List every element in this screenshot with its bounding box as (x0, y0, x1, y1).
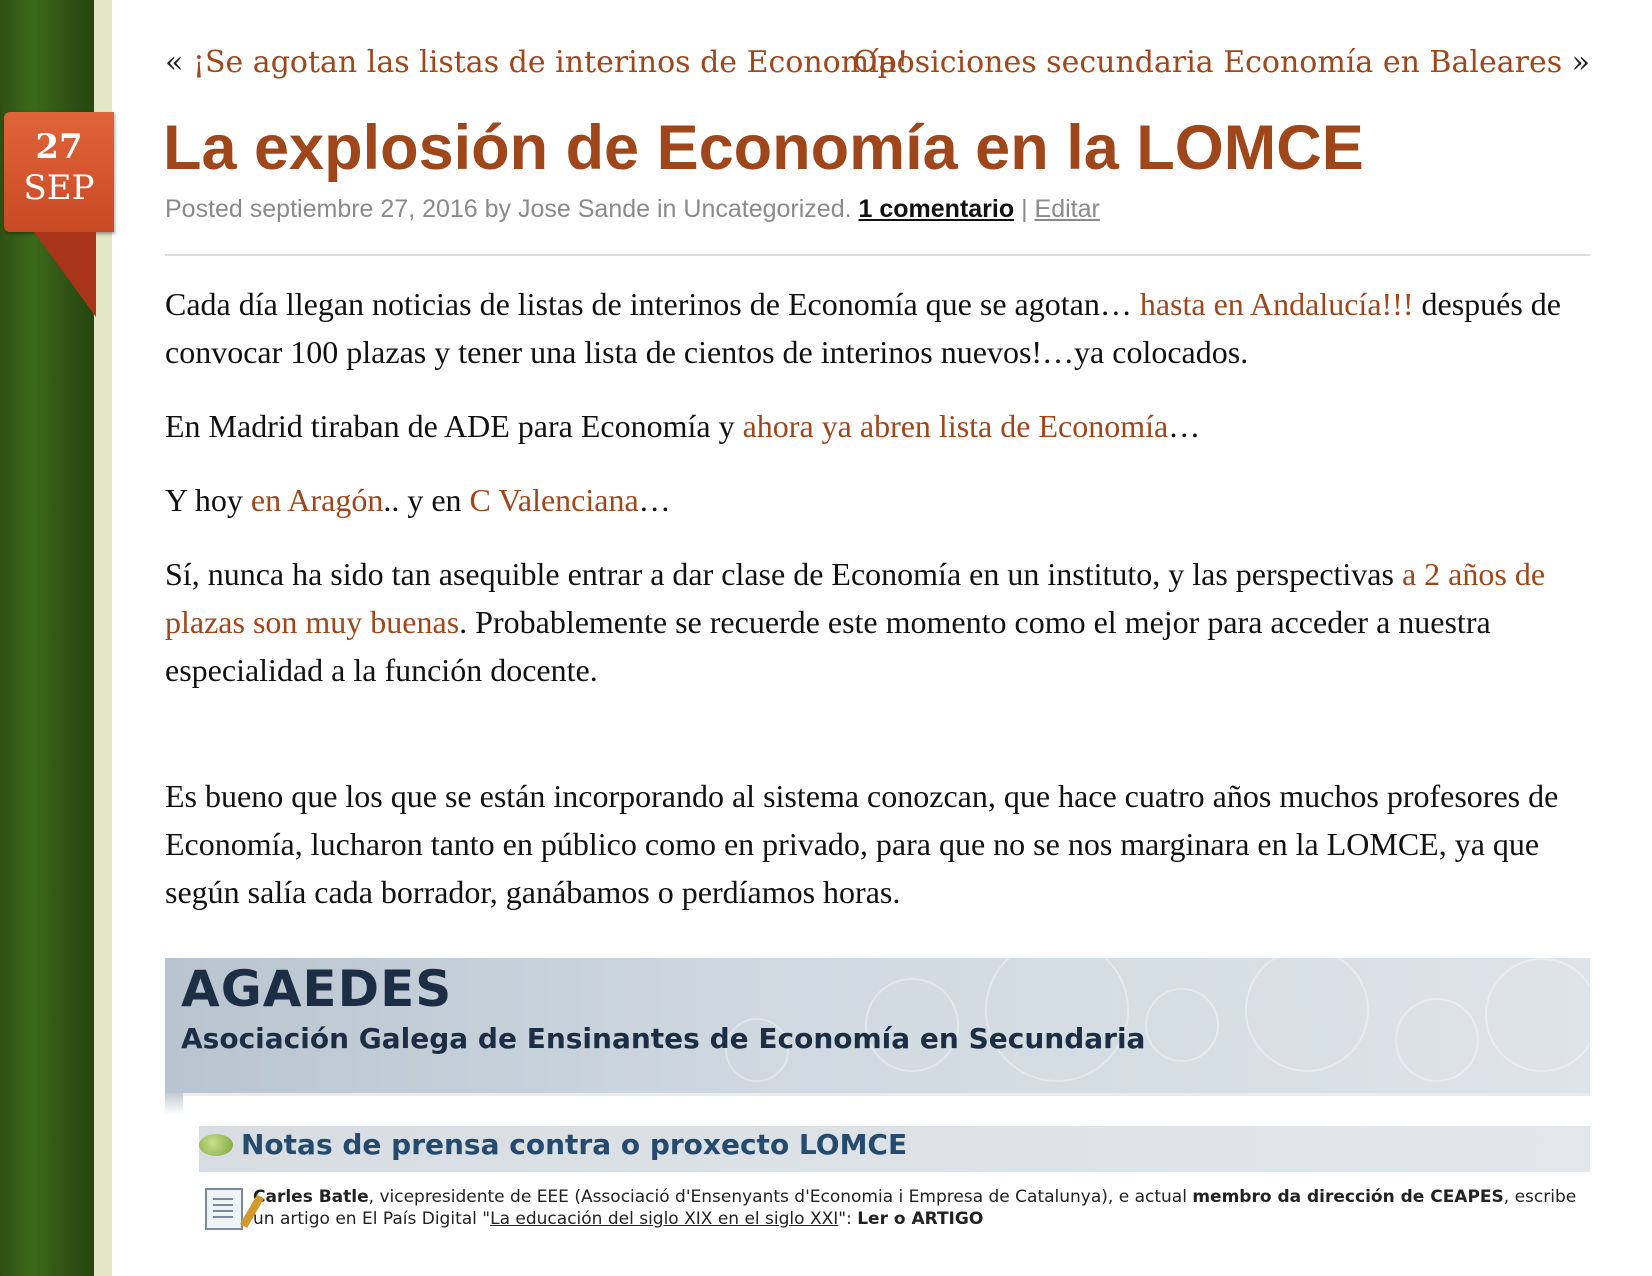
paragraph-text: … (1168, 408, 1201, 444)
date-day: 27 (35, 127, 83, 167)
post-body (165, 280, 1595, 942)
valenciana-link[interactable]: C Valenciana (469, 482, 639, 518)
aragon-link[interactable]: en Aragón (250, 482, 384, 518)
comments-link[interactable]: 1 comentario (858, 195, 1015, 223)
paragraph-3 (165, 476, 1595, 524)
agaedes-note (205, 1186, 1585, 1230)
note-text: , vicepresidente de EEE (Associació d'Ensenyants d'Economia i Empresa de Catalunya), e actual (368, 1187, 1193, 1207)
document-pencil-icon (205, 1188, 243, 1230)
prev-arrow: « (165, 45, 184, 80)
previous-post-nav (165, 45, 909, 80)
andalucia-link[interactable]: hasta en Andalucía!!! (1139, 286, 1414, 322)
agaedes-title: AGAEDES (181, 960, 453, 1018)
paragraph-text: En Madrid tiraban de ADE para Economía y (165, 408, 743, 444)
paragraph-text: Y hoy (165, 482, 251, 518)
previous-post-link[interactable]: ¡Se agotan las listas de interinos de Economía! (192, 45, 909, 80)
madrid-list-link[interactable]: ahora ya abren lista de Economía (742, 408, 1169, 444)
title-divider (165, 254, 1590, 256)
plazas-link[interactable]: a 2 años de plazas son muy buenas (165, 556, 1546, 640)
paragraph-text: Sí, nunca ha sido tan asequible entrar a dar clase de Economía en un instituto, y las perspectivas (165, 556, 1402, 592)
date-badge-ribbon-fold (34, 232, 96, 317)
date-month: SEP (23, 168, 95, 208)
next-arrow: » (1571, 45, 1590, 80)
paragraph-text: .. y en (383, 482, 470, 518)
paragraph-1 (165, 280, 1595, 376)
paragraph-text: Cada día llegan noticias de listas de interinos de Economía que se agotan… (165, 286, 1140, 322)
paragraph-text: después de convocar 100 plazas y tener una lista de cientos de interinos nuevos!…ya colocados. (165, 286, 1561, 370)
agaedes-note-text (253, 1186, 1585, 1230)
post-title: La explosión de Economía en la LOMCE (163, 113, 1364, 183)
date-badge (4, 112, 114, 232)
post-navigation (165, 45, 1590, 91)
paragraph-text: … (638, 482, 671, 518)
edit-link[interactable]: Editar (1034, 195, 1100, 223)
note-author: Carles Batle (253, 1187, 369, 1207)
agaedes-section-bar (199, 1126, 1590, 1172)
next-post-link[interactable]: Oposiciones secundaria Economía en Baleares (852, 45, 1563, 80)
paragraph-text: . Probablemente se recuerde este momento como el mejor para acceder a nuestra especialidad a la función docente. (165, 604, 1491, 688)
paragraph-2 (165, 402, 1595, 450)
paragraph-5: Es bueno que los que se están incorporando al sistema conozcan, que hace cuatro años muchos profesores de Economía, lucharon tanto en público como en privado, para que no se nos marginara en la LOMCE, ya que según salía cada borrador, ganábamos o perdíamos horas. (165, 778, 1559, 910)
agaedes-section-title: Notas de prensa contra o proxecto LOMCE (241, 1128, 908, 1161)
note-text: , escribe un artigo en El País Digital " (253, 1187, 1577, 1229)
meta-separator: | (1021, 195, 1028, 223)
next-post-nav (853, 45, 1590, 80)
agaedes-subtitle: Asociación Galega de Ensinantes de Economía en Secundaria (181, 1022, 1146, 1055)
post-meta-text: Posted septiembre 27, 2016 by Jose Sande in Uncategorized. (165, 195, 852, 223)
speech-bubble-icon (199, 1134, 233, 1156)
post-meta (165, 195, 1100, 224)
agaedes-embedded-image (165, 958, 1590, 1276)
note-text: ": (838, 1209, 858, 1229)
agaedes-header-shadow (165, 1093, 183, 1115)
agaedes-header (165, 958, 1590, 1096)
note-article-title: La educación del siglo XIX en el siglo XXI (490, 1209, 839, 1229)
paragraph-4 (165, 550, 1595, 694)
note-read-article: Ler o ARTIGO (857, 1209, 984, 1229)
note-role: membro da dirección de CEAPES (1192, 1187, 1504, 1207)
